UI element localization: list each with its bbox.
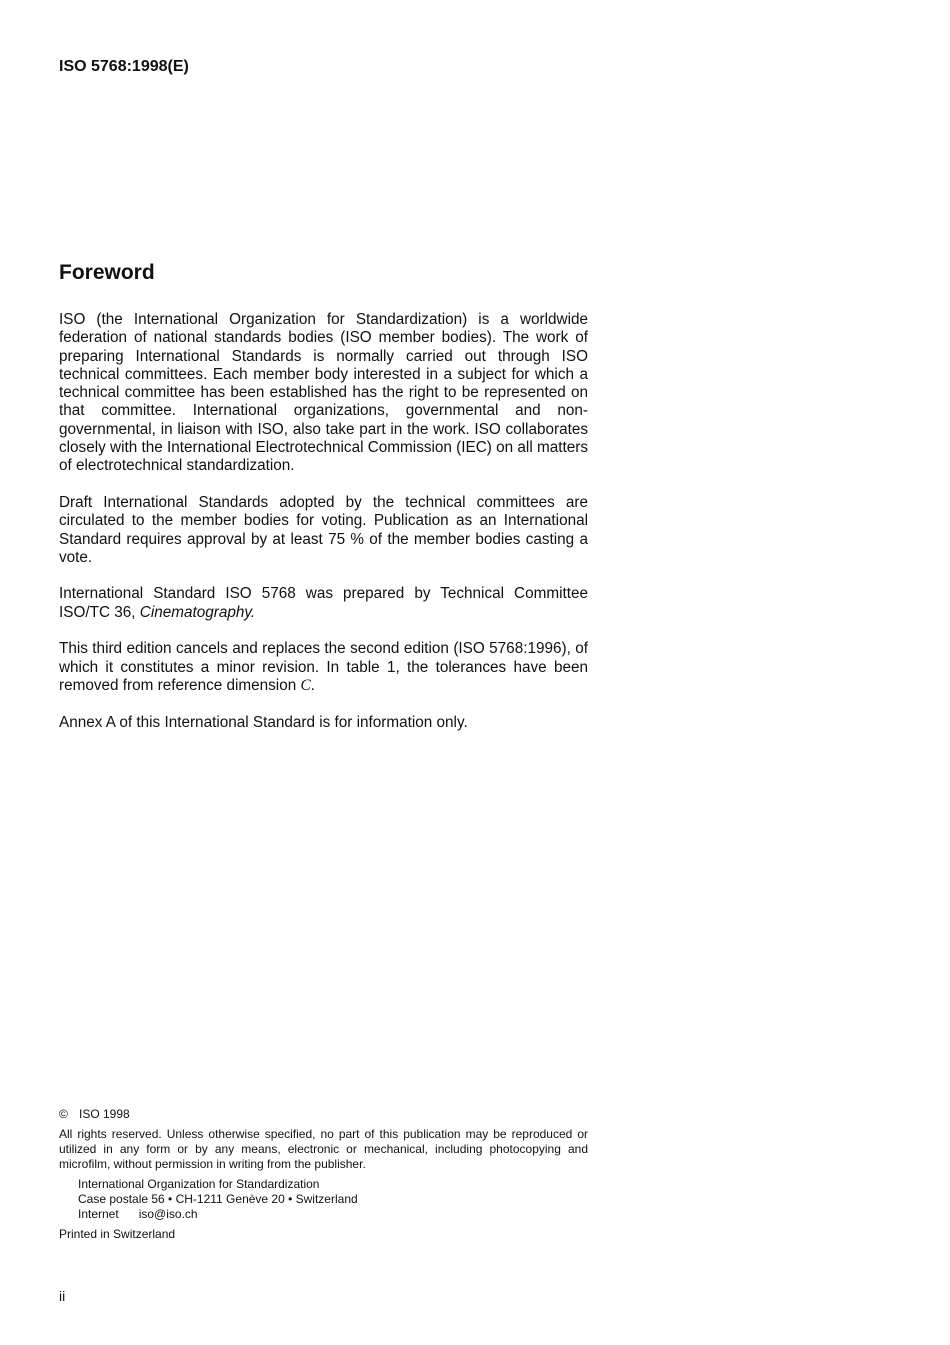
rights-statement: All rights reserved. Unless otherwise specified, no part of this publication may be reproduced or utilized in any form or by any means, electronic or mechanical, including photocopying and microfilm, without permission in writing from the publisher. [59,1127,588,1171]
paragraph-iso-description: ISO (the International Organization for Standardization) is a worldwide federation of national standards bodies (ISO member bodies). The work of preparing International Standards is normally carried out through ISO technical committees. Each member body interested in a subject for which a technical committee has been established has the right to be represented on that committee. International organizations, governmental and non-governmental, in liaison with ISO, also take part in the work. ISO collaborates closely with the International Electrotechnical Commission (IEC) on all matters of electrotechnical standardization. [59,311,588,475]
internet-label: Internet [78,1207,119,1221]
org-name: International Organization for Standardization [78,1177,320,1191]
edition-text: This third edition cancels and replaces the second edition (ISO 5768:1996), of which it constitutes a minor revision. In table 1, the tolerances have been removed from reference dimension [59,640,588,694]
prepared-by-text: International Standard ISO 5768 was prepared by Technical Committee ISO/TC 36, [59,585,588,621]
section-heading: Foreword [59,261,155,284]
paragraph-draft-standards: Draft International Standards adopted by the technical committees are circulated to the member bodies for voting. Publication as an International Standard requires approval by at least 75 % of the member bodies casting a vote. [59,493,588,566]
paragraph-prepared-by [59,585,588,622]
document-id: ISO 5768:1998(E) [59,58,189,75]
copyright-line [59,1107,588,1122]
printed-location: Printed in Switzerland [59,1227,176,1241]
dimension-symbol: C [300,676,311,694]
page-number: ii [59,1288,66,1304]
committee-title: Cinematography. [139,603,256,621]
edition-end: . [310,676,315,694]
copyright-icon: © [59,1107,68,1121]
publisher-address [59,1177,588,1222]
paragraph-annex: Annex A of this International Standard is for information only. [59,713,468,731]
org-address: Case postale 56 • CH-1211 Genève 20 • Switzerland [78,1192,358,1206]
copyright-text: ISO 1998 [79,1107,130,1121]
copyright-footer [59,1107,588,1242]
paragraph-edition [59,640,588,695]
internet-line [78,1207,588,1222]
internet-email: iso@iso.ch [138,1207,198,1221]
foreword-body [59,311,588,750]
